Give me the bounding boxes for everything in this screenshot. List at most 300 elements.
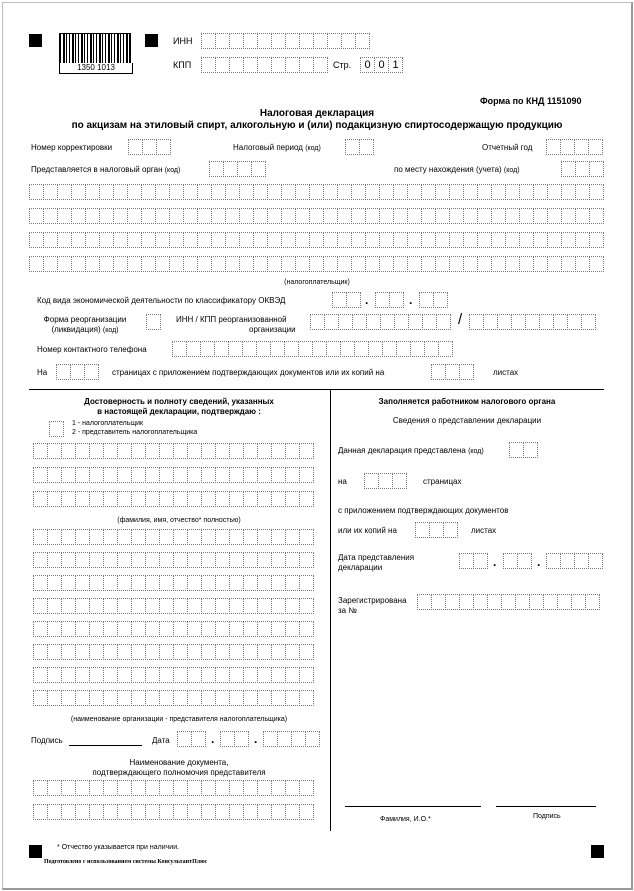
entry-cell[interactable]: [393, 232, 408, 248]
entry-cell[interactable]: [229, 552, 244, 568]
entry-cell[interactable]: [589, 208, 604, 224]
entry-cell[interactable]: [281, 232, 296, 248]
entry-cell[interactable]: [571, 594, 586, 610]
entry-cell[interactable]: [285, 621, 300, 637]
entry-cell[interactable]: [29, 184, 44, 200]
entry-cell[interactable]: [99, 232, 114, 248]
entry-cell[interactable]: [271, 598, 286, 614]
entry-cell[interactable]: [435, 256, 450, 272]
entry-cell[interactable]: [243, 443, 258, 459]
entry-cell[interactable]: [239, 256, 254, 272]
entry-cell[interactable]: [215, 443, 230, 459]
entry-cell[interactable]: [187, 690, 202, 706]
entry-cell[interactable]: [285, 667, 300, 683]
entry-cell[interactable]: [215, 491, 230, 507]
entry-cell[interactable]: [33, 575, 48, 591]
entry-cell[interactable]: [589, 256, 604, 272]
entry-cell[interactable]: [519, 232, 534, 248]
entry-cell[interactable]: [393, 184, 408, 200]
entry-cell[interactable]: [29, 232, 44, 248]
entry-cell[interactable]: [89, 552, 104, 568]
entry-cell[interactable]: [299, 667, 314, 683]
entry-cell[interactable]: [145, 621, 160, 637]
entry-cell[interactable]: [379, 256, 394, 272]
entry-cell[interactable]: [71, 256, 86, 272]
entry-cell[interactable]: [295, 256, 310, 272]
entry-cell[interactable]: [47, 690, 62, 706]
grid-row[interactable]: [33, 575, 313, 591]
grid-row[interactable]: [33, 598, 313, 614]
entry-cell[interactable]: [117, 804, 132, 820]
entry-cell[interactable]: [421, 208, 436, 224]
entry-cell[interactable]: [89, 443, 104, 459]
entry-cell[interactable]: [159, 690, 174, 706]
entry-cell[interactable]: [201, 598, 216, 614]
entry-cell[interactable]: [173, 690, 188, 706]
entry-cell[interactable]: [243, 644, 258, 660]
entry-cell[interactable]: [379, 232, 394, 248]
entry-cell[interactable]: [351, 208, 366, 224]
entry-cell[interactable]: [33, 529, 48, 545]
entry-cell[interactable]: [589, 232, 604, 248]
entry-cell[interactable]: [215, 780, 230, 796]
entry-cell[interactable]: [529, 594, 544, 610]
entry-cell[interactable]: [159, 621, 174, 637]
location-code-cells[interactable]: [561, 161, 603, 177]
entry-cell[interactable]: [243, 552, 258, 568]
entry-cell[interactable]: [61, 467, 76, 483]
entry-cell[interactable]: [33, 804, 48, 820]
entry-cell[interactable]: [449, 232, 464, 248]
phone-cells[interactable]: [172, 341, 452, 357]
entry-cell[interactable]: [145, 443, 160, 459]
entry-cell[interactable]: [103, 667, 118, 683]
entry-cell[interactable]: [103, 644, 118, 660]
entry-cell[interactable]: [75, 780, 90, 796]
entry-cell[interactable]: [477, 256, 492, 272]
grid-row[interactable]: [33, 621, 313, 637]
reorg-form-cells[interactable]: [146, 314, 160, 330]
entry-cell[interactable]: [295, 208, 310, 224]
entry-cell[interactable]: [187, 598, 202, 614]
entry-cell[interactable]: [561, 208, 576, 224]
entry-cell[interactable]: [215, 804, 230, 820]
entry-cell[interactable]: [71, 184, 86, 200]
entry-cell[interactable]: [103, 780, 118, 796]
entry-cell[interactable]: [89, 644, 104, 660]
entry-cell[interactable]: [285, 491, 300, 507]
entry-cell[interactable]: [187, 667, 202, 683]
entry-cell[interactable]: [89, 690, 104, 706]
entry-cell[interactable]: [271, 552, 286, 568]
entry-cell[interactable]: [396, 341, 411, 357]
entry-cell[interactable]: [141, 208, 156, 224]
entry-cell[interactable]: [89, 621, 104, 637]
entry-cell[interactable]: [243, 690, 258, 706]
entry-cell[interactable]: [533, 232, 548, 248]
entry-cell[interactable]: [127, 256, 142, 272]
entry-cell[interactable]: [173, 644, 188, 660]
entry-cell[interactable]: [271, 621, 286, 637]
entry-cell[interactable]: [169, 256, 184, 272]
entry-cell[interactable]: [215, 690, 230, 706]
entry-cell[interactable]: [229, 780, 244, 796]
entry-cell[interactable]: [117, 644, 132, 660]
entry-cell[interactable]: [285, 575, 300, 591]
entry-cell[interactable]: [575, 184, 590, 200]
entry-cell[interactable]: [407, 208, 422, 224]
entry-cell[interactable]: [183, 184, 198, 200]
entry-cell[interactable]: [215, 529, 230, 545]
entry-cell[interactable]: [61, 575, 76, 591]
entry-cell[interactable]: [547, 208, 562, 224]
entry-cell[interactable]: [243, 621, 258, 637]
entry-cell[interactable]: [459, 594, 474, 610]
entry-cell[interactable]: [323, 208, 338, 224]
entry-cell[interactable]: [187, 491, 202, 507]
entry-cell[interactable]: [337, 256, 352, 272]
entry-cell[interactable]: [159, 443, 174, 459]
entry-cell[interactable]: [242, 341, 257, 357]
entry-cell[interactable]: [187, 575, 202, 591]
entry-cell[interactable]: [187, 443, 202, 459]
left-date-month[interactable]: [220, 731, 248, 747]
entry-cell[interactable]: [131, 621, 146, 637]
entry-cell[interactable]: [225, 184, 240, 200]
entry-cell[interactable]: [89, 804, 104, 820]
entry-cell[interactable]: [299, 780, 314, 796]
entry-cell[interactable]: [85, 208, 100, 224]
entry-cell[interactable]: [239, 208, 254, 224]
entry-cell[interactable]: [337, 232, 352, 248]
entry-cell[interactable]: [186, 341, 201, 357]
entry-cell[interactable]: [169, 184, 184, 200]
entry-cell[interactable]: [113, 232, 128, 248]
entry-cell[interactable]: [215, 644, 230, 660]
grid-row[interactable]: [33, 690, 313, 706]
entry-cell[interactable]: [187, 804, 202, 820]
entry-cell[interactable]: [309, 208, 324, 224]
entry-cell[interactable]: [561, 184, 576, 200]
registration-number-cells[interactable]: [417, 594, 599, 610]
entry-cell[interactable]: [173, 621, 188, 637]
grid-row[interactable]: [33, 667, 313, 683]
entry-cell[interactable]: [271, 575, 286, 591]
okved-cells-3[interactable]: [419, 292, 447, 308]
entry-cell[interactable]: [61, 552, 76, 568]
entry-cell[interactable]: [215, 467, 230, 483]
entry-cell[interactable]: [173, 667, 188, 683]
entry-cell[interactable]: [47, 552, 62, 568]
entry-cell[interactable]: [47, 491, 62, 507]
entry-cell[interactable]: [183, 232, 198, 248]
entry-cell[interactable]: [159, 467, 174, 483]
entry-cell[interactable]: [89, 598, 104, 614]
grid-row[interactable]: [29, 208, 603, 224]
entry-cell[interactable]: [239, 232, 254, 248]
entry-cell[interactable]: [463, 256, 478, 272]
entry-cell[interactable]: [323, 256, 338, 272]
entry-cell[interactable]: [340, 341, 355, 357]
entry-cell[interactable]: [75, 575, 90, 591]
entry-cell[interactable]: [243, 491, 258, 507]
entry-cell[interactable]: [365, 256, 380, 272]
entry-cell[interactable]: [117, 552, 132, 568]
entry-cell[interactable]: [71, 208, 86, 224]
entry-cell[interactable]: [547, 256, 562, 272]
entry-cell[interactable]: [229, 690, 244, 706]
entry-cell[interactable]: [113, 208, 128, 224]
entry-cell[interactable]: [75, 667, 90, 683]
entry-cell[interactable]: [33, 667, 48, 683]
right-date-month[interactable]: [503, 553, 531, 569]
entry-cell[interactable]: [407, 184, 422, 200]
entry-cell[interactable]: [117, 621, 132, 637]
entry-cell[interactable]: [145, 575, 160, 591]
entry-cell[interactable]: [575, 208, 590, 224]
entry-cell[interactable]: [323, 184, 338, 200]
entry-cell[interactable]: [131, 552, 146, 568]
entry-cell[interactable]: [85, 184, 100, 200]
entry-cell[interactable]: [187, 780, 202, 796]
entry-cell[interactable]: [131, 443, 146, 459]
entry-cell[interactable]: [229, 667, 244, 683]
entry-cell[interactable]: [215, 621, 230, 637]
entry-cell[interactable]: [519, 184, 534, 200]
entry-cell[interactable]: [75, 491, 90, 507]
entry-cell[interactable]: [33, 491, 48, 507]
entry-cell[interactable]: [47, 804, 62, 820]
entry-cell[interactable]: [473, 594, 488, 610]
entry-cell[interactable]: [491, 184, 506, 200]
entry-cell[interactable]: [61, 491, 76, 507]
entry-cell[interactable]: [159, 575, 174, 591]
entry-cell[interactable]: [173, 491, 188, 507]
entry-cell[interactable]: [33, 690, 48, 706]
entry-cell[interactable]: [61, 443, 76, 459]
entry-cell[interactable]: [547, 232, 562, 248]
entry-cell[interactable]: [29, 256, 44, 272]
entry-cell[interactable]: [435, 208, 450, 224]
entry-cell[interactable]: [159, 552, 174, 568]
okved-cells-2[interactable]: [375, 292, 403, 308]
entry-cell[interactable]: [505, 232, 520, 248]
entry-cell[interactable]: [75, 644, 90, 660]
entry-cell[interactable]: [299, 804, 314, 820]
signature-line[interactable]: [69, 745, 142, 746]
entry-cell[interactable]: [145, 552, 160, 568]
entry-cell[interactable]: [435, 232, 450, 248]
entry-cell[interactable]: [243, 467, 258, 483]
entry-cell[interactable]: [117, 780, 132, 796]
entry-cell[interactable]: [173, 529, 188, 545]
entry-cell[interactable]: [267, 184, 282, 200]
entry-cell[interactable]: [75, 804, 90, 820]
entry-cell[interactable]: [145, 690, 160, 706]
entry-cell[interactable]: [159, 598, 174, 614]
entry-cell[interactable]: [169, 208, 184, 224]
entry-cell[interactable]: [271, 467, 286, 483]
entry-cell[interactable]: [253, 232, 268, 248]
entry-cell[interactable]: [61, 667, 76, 683]
grid-row[interactable]: [33, 491, 313, 507]
entry-cell[interactable]: [155, 232, 170, 248]
entry-cell[interactable]: [243, 598, 258, 614]
entry-cell[interactable]: [463, 184, 478, 200]
kpp-cells[interactable]: [201, 57, 327, 73]
entry-cell[interactable]: [89, 667, 104, 683]
entry-cell[interactable]: [43, 232, 58, 248]
entry-cell[interactable]: [267, 232, 282, 248]
entry-cell[interactable]: [172, 341, 187, 357]
entry-cell[interactable]: [75, 443, 90, 459]
entry-cell[interactable]: [131, 575, 146, 591]
entry-cell[interactable]: [89, 529, 104, 545]
entry-cell[interactable]: [257, 690, 272, 706]
entry-cell[interactable]: [89, 491, 104, 507]
entry-cell[interactable]: [351, 256, 366, 272]
entry-cell[interactable]: [267, 256, 282, 272]
entry-cell[interactable]: [477, 232, 492, 248]
entry-cell[interactable]: [187, 529, 202, 545]
grid-row[interactable]: [29, 256, 603, 272]
fio-line[interactable]: [345, 806, 481, 807]
entry-cell[interactable]: [229, 804, 244, 820]
entry-cell[interactable]: [410, 341, 425, 357]
entry-cell[interactable]: [267, 208, 282, 224]
entry-cell[interactable]: [47, 467, 62, 483]
entry-cell[interactable]: [228, 341, 243, 357]
entry-cell[interactable]: [103, 690, 118, 706]
entry-cell[interactable]: [284, 341, 299, 357]
entry-cell[interactable]: [159, 780, 174, 796]
entry-cell[interactable]: [215, 552, 230, 568]
presented-code-cells[interactable]: [509, 442, 537, 458]
entry-cell[interactable]: [445, 594, 460, 610]
confirmer-type-cell[interactable]: [49, 421, 63, 437]
entry-cell[interactable]: [382, 341, 397, 357]
right-signature-line[interactable]: [496, 806, 596, 807]
entry-cell[interactable]: [533, 184, 548, 200]
entry-cell[interactable]: [271, 780, 286, 796]
entry-cell[interactable]: [33, 552, 48, 568]
entry-cell[interactable]: [75, 598, 90, 614]
entry-cell[interactable]: [477, 184, 492, 200]
entry-cell[interactable]: [145, 780, 160, 796]
entry-cell[interactable]: [271, 529, 286, 545]
entry-cell[interactable]: [253, 184, 268, 200]
inn-cells[interactable]: [201, 33, 369, 49]
entry-cell[interactable]: [463, 208, 478, 224]
entry-cell[interactable]: [145, 467, 160, 483]
entry-cell[interactable]: [421, 256, 436, 272]
entry-cell[interactable]: [449, 208, 464, 224]
entry-cell[interactable]: [173, 804, 188, 820]
entry-cell[interactable]: [201, 443, 216, 459]
entry-cell[interactable]: [113, 256, 128, 272]
report-year-cells[interactable]: [546, 139, 602, 155]
entry-cell[interactable]: [253, 256, 268, 272]
grid-row[interactable]: [29, 232, 603, 248]
entry-cell[interactable]: [141, 184, 156, 200]
entry-cell[interactable]: [519, 208, 534, 224]
entry-cell[interactable]: [575, 256, 590, 272]
entry-cell[interactable]: [47, 780, 62, 796]
entry-cell[interactable]: [201, 467, 216, 483]
entry-cell[interactable]: [505, 208, 520, 224]
entry-cell[interactable]: [561, 232, 576, 248]
entry-cell[interactable]: [379, 184, 394, 200]
entry-cell[interactable]: [183, 208, 198, 224]
entry-cell[interactable]: [285, 467, 300, 483]
entry-cell[interactable]: [99, 256, 114, 272]
entry-cell[interactable]: [211, 232, 226, 248]
entry-cell[interactable]: [299, 598, 314, 614]
entry-cell[interactable]: [33, 621, 48, 637]
entry-cell[interactable]: [103, 575, 118, 591]
okved-cells-1[interactable]: [332, 292, 360, 308]
entry-cell[interactable]: [61, 780, 76, 796]
entry-cell[interactable]: [225, 208, 240, 224]
entry-cell[interactable]: [298, 341, 313, 357]
entry-cell[interactable]: [407, 232, 422, 248]
entry-cell[interactable]: [145, 644, 160, 660]
entry-cell[interactable]: [47, 575, 62, 591]
entry-cell[interactable]: [61, 621, 76, 637]
entry-cell[interactable]: [131, 598, 146, 614]
entry-cell[interactable]: [421, 184, 436, 200]
entry-cell[interactable]: [103, 552, 118, 568]
entry-cell[interactable]: [299, 443, 314, 459]
entry-cell[interactable]: [47, 667, 62, 683]
correction-number-cells[interactable]: [128, 139, 170, 155]
entry-cell[interactable]: [85, 232, 100, 248]
entry-cell[interactable]: [61, 529, 76, 545]
entry-cell[interactable]: [257, 644, 272, 660]
entry-cell[interactable]: [309, 232, 324, 248]
entry-cell[interactable]: [201, 667, 216, 683]
entry-cell[interactable]: [201, 575, 216, 591]
entry-cell[interactable]: [271, 690, 286, 706]
entry-cell[interactable]: [438, 341, 453, 357]
entry-cell[interactable]: [354, 341, 369, 357]
entry-cell[interactable]: [365, 184, 380, 200]
entry-cell[interactable]: [257, 443, 272, 459]
entry-cell[interactable]: [201, 780, 216, 796]
entry-cell[interactable]: [201, 552, 216, 568]
entry-cell[interactable]: [229, 598, 244, 614]
entry-cell[interactable]: [299, 644, 314, 660]
entry-cell[interactable]: [131, 780, 146, 796]
entry-cell[interactable]: [421, 232, 436, 248]
entry-cell[interactable]: [271, 491, 286, 507]
entry-cell[interactable]: [285, 443, 300, 459]
entry-cell[interactable]: [337, 208, 352, 224]
entry-cell[interactable]: [155, 256, 170, 272]
entry-cell[interactable]: [309, 184, 324, 200]
grid-row[interactable]: [33, 529, 313, 545]
entry-cell[interactable]: [117, 667, 132, 683]
entry-cell[interactable]: [285, 598, 300, 614]
reorg-inn-cells[interactable]: [310, 314, 450, 330]
entry-cell[interactable]: [89, 575, 104, 591]
entry-cell[interactable]: [200, 341, 215, 357]
entry-cell[interactable]: [229, 575, 244, 591]
entry-cell[interactable]: [585, 594, 600, 610]
entry-cell[interactable]: [285, 644, 300, 660]
entry-cell[interactable]: [243, 667, 258, 683]
page-cells[interactable]: 0 0 1: [360, 57, 402, 73]
